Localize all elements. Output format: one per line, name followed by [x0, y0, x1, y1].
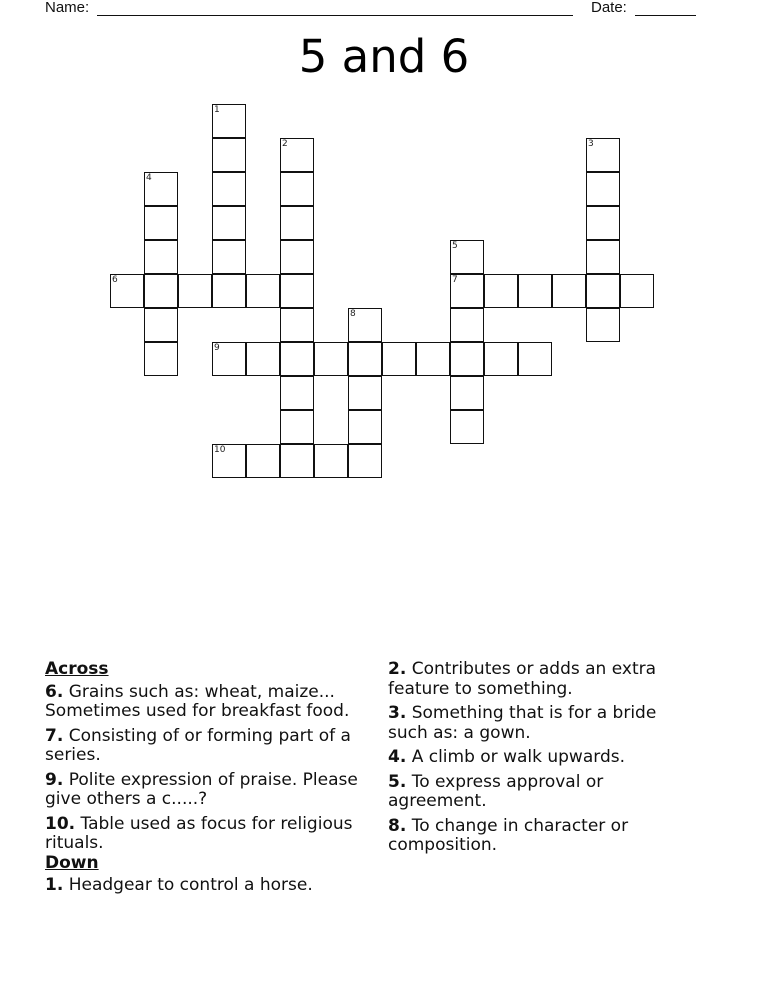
- clue-across-9: [45, 771, 375, 810]
- clue-number: 2.: [388, 659, 407, 679]
- clue-text: Consisting of or forming part of a series.: [45, 725, 351, 765]
- grid-cell[interactable]: [212, 138, 246, 172]
- cell-number: 1: [214, 105, 220, 115]
- date-label: Date:: [591, 0, 627, 16]
- grid-cell[interactable]: [144, 308, 178, 342]
- clue-down-1: [45, 876, 375, 896]
- grid-cell[interactable]: [450, 410, 484, 444]
- clue-down-3: [388, 704, 688, 743]
- grid-cell[interactable]: [586, 308, 620, 342]
- cell-number: 10: [214, 445, 226, 455]
- grid-cell[interactable]: [144, 342, 178, 376]
- name-field[interactable]: [97, 15, 573, 16]
- name-label: Name:: [45, 0, 90, 16]
- grid-cell[interactable]: [348, 342, 382, 376]
- grid-cell[interactable]: [348, 376, 382, 410]
- grid-cell[interactable]: [518, 274, 552, 308]
- grid-cell[interactable]: [586, 274, 620, 308]
- cell-number: 9: [214, 343, 220, 353]
- grid-cell[interactable]: [212, 172, 246, 206]
- clue-number: 10.: [45, 813, 76, 834]
- clue-across-10: [45, 815, 375, 854]
- grid-cell[interactable]: [416, 342, 450, 376]
- grid-cell[interactable]: [518, 342, 552, 376]
- cell-number: 3: [588, 139, 594, 149]
- clue-down-4: [388, 748, 688, 768]
- grid-cell[interactable]: [314, 444, 348, 478]
- grid-cell[interactable]: [110, 274, 144, 308]
- grid-cell[interactable]: [144, 240, 178, 274]
- grid-cell[interactable]: [620, 274, 654, 308]
- grid-cell[interactable]: [382, 342, 416, 376]
- grid-cell[interactable]: [280, 308, 314, 342]
- grid-cell[interactable]: [178, 274, 212, 308]
- clue-text: Something that is for a bride such as: a gown.: [388, 703, 657, 743]
- page-title: 5 and 6: [298, 30, 470, 83]
- grid-cell[interactable]: [280, 376, 314, 410]
- grid-cell[interactable]: [348, 308, 382, 342]
- clue-text: A climb or walk upwards.: [406, 747, 625, 767]
- across-heading: Across: [45, 659, 109, 679]
- cell-number: 6: [112, 275, 118, 285]
- grid-cell[interactable]: [212, 104, 246, 138]
- grid-cell[interactable]: [484, 274, 518, 308]
- grid-cell[interactable]: [212, 342, 246, 376]
- grid-cell[interactable]: [280, 138, 314, 172]
- grid-cell[interactable]: [144, 172, 178, 206]
- grid-cell[interactable]: [280, 206, 314, 240]
- cell-number: 4: [146, 173, 152, 183]
- header: [0, 0, 768, 20]
- grid-cell[interactable]: [348, 444, 382, 478]
- clue-text: Table used as focus for religious rituals.: [45, 813, 353, 853]
- clues-left-column: [45, 660, 375, 901]
- grid-cell[interactable]: [450, 342, 484, 376]
- grid-cell[interactable]: [586, 172, 620, 206]
- clue-text: To express approval or agreement.: [388, 771, 604, 811]
- clues-right-column: [388, 660, 688, 861]
- clue-text: Grains such as: wheat, maize... Sometimes used for breakfast food.: [45, 681, 350, 721]
- clue-number: 7.: [45, 725, 64, 746]
- clue-number: 3.: [388, 703, 407, 723]
- grid-cell[interactable]: [450, 274, 484, 308]
- grid-cell[interactable]: [280, 274, 314, 308]
- cell-number: 8: [350, 309, 356, 319]
- crossword-grid: [110, 104, 656, 480]
- date-field[interactable]: [635, 15, 696, 16]
- clue-text: Headgear to control a horse.: [63, 875, 313, 895]
- grid-cell[interactable]: [484, 342, 518, 376]
- clue-down-8: [388, 817, 688, 856]
- grid-cell[interactable]: [586, 206, 620, 240]
- grid-cell[interactable]: [212, 444, 246, 478]
- clue-number: 1.: [45, 875, 64, 895]
- grid-cell[interactable]: [280, 410, 314, 444]
- grid-cell[interactable]: [280, 240, 314, 274]
- grid-cell[interactable]: [246, 444, 280, 478]
- grid-cell[interactable]: [212, 240, 246, 274]
- grid-cell[interactable]: [144, 274, 178, 308]
- grid-cell[interactable]: [348, 410, 382, 444]
- grid-cell[interactable]: [212, 206, 246, 240]
- grid-cell[interactable]: [552, 274, 586, 308]
- clue-text: Contributes or adds an extra feature to something.: [388, 659, 657, 699]
- grid-cell[interactable]: [450, 308, 484, 342]
- clue-text: To change in character or composition.: [388, 815, 629, 855]
- cell-number: 2: [282, 139, 288, 149]
- grid-cell[interactable]: [246, 274, 280, 308]
- grid-cell[interactable]: [586, 138, 620, 172]
- grid-cell[interactable]: [144, 206, 178, 240]
- grid-cell[interactable]: [450, 240, 484, 274]
- clue-across-6: [45, 683, 375, 722]
- grid-cell[interactable]: [246, 342, 280, 376]
- grid-cell[interactable]: [280, 172, 314, 206]
- down-heading: Down: [45, 852, 99, 873]
- clue-number: 9.: [45, 769, 64, 790]
- clue-number: 5.: [388, 771, 407, 792]
- clue-number: 8.: [388, 815, 407, 836]
- grid-cell[interactable]: [280, 342, 314, 376]
- clue-down-5: [388, 773, 688, 812]
- clue-down-2: [388, 660, 688, 699]
- grid-cell[interactable]: [314, 342, 348, 376]
- clue-text: Polite expression of praise. Please give others a c.....?: [45, 769, 358, 809]
- grid-cell[interactable]: [586, 240, 620, 274]
- clue-number: 6.: [45, 681, 64, 702]
- grid-cell[interactable]: [280, 444, 314, 478]
- cell-number: 7: [452, 275, 458, 285]
- cell-number: 5: [452, 241, 458, 251]
- clue-across-7: [45, 727, 375, 766]
- grid-cell[interactable]: [450, 376, 484, 410]
- grid-cell[interactable]: [212, 274, 246, 308]
- clue-number: 4.: [388, 747, 407, 767]
